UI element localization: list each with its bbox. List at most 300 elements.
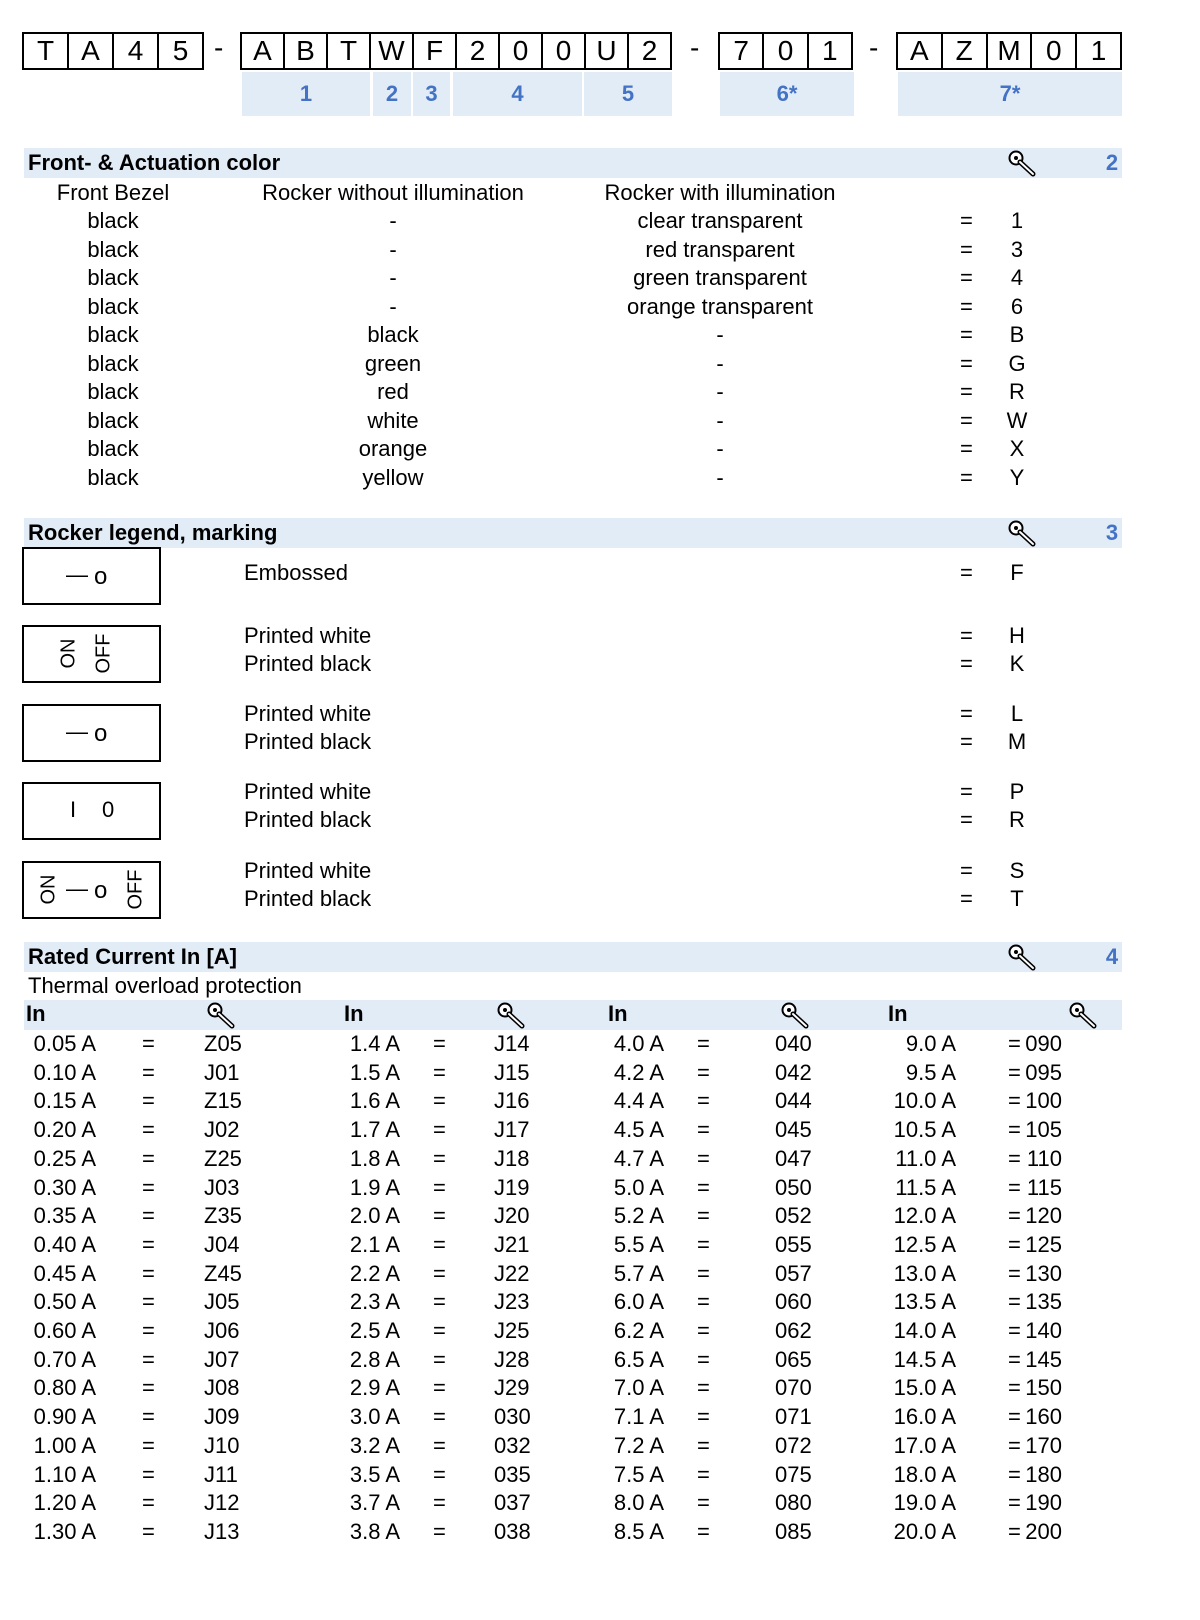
current-code: 095 (1025, 1059, 1062, 1085)
equals-sign: = (433, 1461, 446, 1487)
equals-sign: = (1008, 1231, 1021, 1257)
legend-code: R (1009, 807, 1025, 832)
equals-sign: = (697, 1318, 710, 1343)
current-value: 1.30 A (33, 1518, 96, 1544)
current-value: 4.4 A (613, 1088, 664, 1114)
legend-symbol: ON (57, 638, 80, 669)
current-code: J13 (204, 1518, 240, 1544)
current-value: 6.5 A (613, 1346, 664, 1372)
color-without: - (389, 236, 397, 262)
current-code: 135 (1025, 1289, 1062, 1315)
current-code: Z45 (204, 1260, 242, 1286)
color-code: R (1009, 379, 1025, 404)
current-code: J23 (494, 1289, 530, 1315)
code-char: 7 (720, 34, 764, 68)
equals-sign: = (142, 1203, 155, 1229)
current-code: 190 (1025, 1490, 1062, 1516)
current-value: 0.90 A (33, 1404, 96, 1430)
color-code: B (1009, 322, 1025, 347)
current-code: 150 (1025, 1375, 1062, 1401)
color-without: green (364, 350, 422, 376)
current-code: 030 (494, 1404, 531, 1430)
equals-sign: = (433, 1518, 446, 1544)
current-code: 040 (775, 1031, 812, 1056)
code-group-2 (240, 32, 672, 70)
current-value: 1.4 A (349, 1031, 400, 1056)
color-code: X (1009, 436, 1025, 461)
equals-sign: = (697, 1461, 710, 1487)
equals-sign: = (142, 1031, 155, 1056)
current-code: J18 (494, 1145, 530, 1171)
equals-sign: = (142, 1432, 155, 1458)
current-value: 4.0 A (613, 1031, 664, 1056)
equals-sign: = (1008, 1059, 1021, 1085)
equals-sign: = (960, 560, 973, 585)
equals-sign: = (697, 1432, 710, 1458)
code-char: 5 (172, 35, 189, 66)
current-code: 038 (494, 1518, 531, 1544)
legend-symbol-box (22, 625, 161, 683)
equals-sign: = (960, 436, 973, 461)
equals-sign: = (433, 1088, 446, 1114)
current-value: 2.1 A (349, 1231, 400, 1257)
legend-symbol: 0 (102, 797, 115, 822)
equals-sign: = (1008, 1490, 1021, 1516)
current-code: J02 (204, 1117, 240, 1143)
current-code: 120 (1025, 1203, 1062, 1229)
color-without: white (367, 407, 419, 433)
current-code: 042 (775, 1059, 812, 1085)
current-value: 17.0 A (893, 1432, 956, 1458)
current-value: 8.0 A (613, 1490, 664, 1516)
code-separator: - (214, 32, 224, 63)
code-group-1 (22, 32, 204, 70)
equals-sign: = (433, 1260, 446, 1286)
current-value: 5.0 A (613, 1174, 664, 1200)
color-with: green transparent (633, 265, 807, 290)
equals-sign: = (142, 1260, 155, 1286)
current-code: J17 (494, 1117, 530, 1143)
current-value: 16.0 A (893, 1404, 956, 1430)
current-value: 10.5 A (893, 1117, 956, 1143)
equals-sign: = (697, 1289, 710, 1315)
code-char: B (285, 34, 328, 68)
equals-sign: = (697, 1375, 710, 1401)
code-char: 2 (457, 34, 500, 68)
equals-sign: = (1008, 1518, 1021, 1544)
equals-sign: = (433, 1174, 446, 1200)
color-code: W (1006, 407, 1028, 433)
current-value: 3.5 A (349, 1461, 400, 1487)
legend-symbol: ON (37, 874, 60, 905)
current-value: 0.50 A (33, 1289, 96, 1315)
current-code: J29 (494, 1375, 530, 1401)
code-char: A (242, 34, 285, 68)
equals-sign: = (142, 1088, 155, 1114)
color-code: 4 (1010, 265, 1024, 290)
legend-label: Printed white (244, 858, 372, 883)
legend-symbol: o (94, 563, 108, 590)
legend-label: Printed black (244, 807, 372, 832)
legend-symbol-box (22, 704, 161, 762)
current-value: 9.0 A (905, 1031, 956, 1056)
legend-code: K (1009, 651, 1025, 676)
wrench-icon (780, 1001, 810, 1029)
code-char: 1 (822, 35, 838, 66)
section-number-current: 4 (1105, 944, 1119, 969)
equals-sign: = (960, 407, 973, 433)
current-value: 1.10 A (33, 1461, 96, 1487)
equals-sign: = (142, 1289, 155, 1315)
color-without: black (367, 322, 419, 347)
current-header-band (24, 1000, 1122, 1030)
equals-sign: = (433, 1145, 446, 1171)
equals-sign: = (433, 1432, 446, 1458)
current-value: 0.35 A (33, 1203, 96, 1229)
code-char: 0 (1032, 34, 1077, 68)
section-subtitle-current: Thermal overload protection (28, 973, 302, 998)
equals-sign: = (433, 1031, 446, 1056)
current-value: 7.1 A (613, 1404, 664, 1430)
current-value: 13.5 A (893, 1289, 956, 1315)
legend-code: L (1010, 701, 1024, 726)
legend-label: Printed white (244, 701, 372, 726)
current-value: 2.3 A (349, 1289, 400, 1315)
current-value: 8.5 A (613, 1518, 664, 1544)
equals-sign: = (960, 729, 973, 754)
equals-sign: = (142, 1346, 155, 1372)
equals-sign: = (1008, 1346, 1021, 1372)
key-label-1: 1 (242, 72, 370, 116)
key-label-5: 5 (584, 72, 672, 116)
current-value: 6.2 A (613, 1318, 664, 1343)
equals-sign: = (697, 1145, 710, 1171)
code-char: 4 (114, 34, 159, 68)
legend-code: T (1010, 886, 1024, 911)
legend-symbol: OFF (92, 633, 115, 674)
key-label-2: 2 (373, 72, 411, 116)
equals-sign: = (142, 1231, 155, 1257)
legend-label: Printed white (244, 779, 372, 804)
key-label-7: 7* (898, 72, 1122, 116)
color-bezel: black (87, 436, 139, 461)
section-title-current: Rated Current In [A] (28, 944, 237, 969)
equals-sign: = (433, 1231, 446, 1257)
equals-sign: = (697, 1117, 710, 1143)
legend-code: F (1010, 560, 1024, 585)
current-value: 0.05 A (33, 1031, 96, 1056)
current-value: 12.5 A (893, 1231, 956, 1257)
color-without: red (377, 379, 409, 404)
color-with: - (716, 379, 724, 404)
color-with: orange transparent (627, 293, 813, 319)
current-value: 13.0 A (893, 1260, 956, 1286)
code-char: 2 (641, 35, 658, 66)
equals-sign: = (697, 1203, 710, 1229)
current-value: 4.7 A (613, 1145, 664, 1171)
color-with: - (716, 436, 724, 461)
wrench-icon (1007, 943, 1037, 971)
equals-sign: = (142, 1518, 155, 1544)
current-code: J09 (204, 1404, 240, 1430)
legend-symbol: I (70, 797, 77, 822)
equals-sign: = (960, 350, 973, 376)
code-group-4 (896, 32, 1122, 70)
current-value: 19.0 A (893, 1490, 956, 1516)
color-with: - (716, 464, 724, 490)
current-code: 140 (1025, 1318, 1062, 1343)
equals-sign: = (960, 293, 973, 319)
equals-sign: = (697, 1059, 710, 1085)
equals-sign: = (142, 1404, 155, 1430)
current-code: J25 (494, 1318, 530, 1343)
code-char: 0 (764, 34, 808, 68)
current-code: 052 (775, 1203, 812, 1229)
equals-sign: = (142, 1375, 155, 1401)
equals-sign: = (697, 1260, 710, 1286)
equals-sign: = (960, 265, 973, 290)
current-value: 11.5 A (895, 1174, 956, 1200)
code-char: T (24, 34, 69, 68)
current-code: 145 (1025, 1346, 1062, 1372)
legend-code: H (1009, 623, 1025, 648)
current-code: 032 (494, 1432, 531, 1458)
current-value: 7.2 A (613, 1432, 664, 1458)
current-code: 170 (1025, 1432, 1062, 1458)
color-bezel: black (87, 322, 139, 347)
code-char: T (328, 34, 371, 68)
equals-sign: = (697, 1518, 710, 1544)
current-code: 057 (775, 1260, 812, 1286)
current-value: 1.00 A (33, 1432, 96, 1458)
current-value: 9.5 A (905, 1059, 956, 1085)
current-code: 180 (1025, 1461, 1062, 1487)
current-value: 3.7 A (349, 1490, 400, 1516)
current-value: 0.20 A (33, 1117, 96, 1143)
wrench-icon (206, 1001, 236, 1029)
current-value: 14.5 A (893, 1346, 956, 1372)
section-number-color: 2 (1105, 150, 1119, 175)
current-value: 1.5 A (349, 1059, 400, 1085)
col-header-without: Rocker without illumination (262, 180, 524, 205)
current-value: 0.80 A (33, 1375, 96, 1401)
equals-sign: = (142, 1117, 155, 1143)
current-value: 20.0 A (893, 1518, 956, 1544)
current-code: 085 (775, 1518, 812, 1544)
legend-label: Printed white (244, 623, 372, 648)
color-with: clear transparent (637, 208, 803, 233)
current-code: 075 (775, 1461, 812, 1487)
equals-sign: = (960, 464, 973, 490)
code-separator: - (690, 32, 700, 63)
section-title-color: Front- & Actuation color (28, 150, 281, 175)
current-value: 0.30 A (33, 1174, 96, 1200)
current-value: 2.5 A (349, 1318, 400, 1343)
equals-sign: = (697, 1174, 710, 1200)
equals-sign: = (1008, 1203, 1021, 1229)
code-char: U (586, 34, 629, 68)
current-value: 2.9 A (349, 1375, 400, 1401)
current-value: 5.2 A (613, 1203, 664, 1229)
current-code: 044 (775, 1088, 812, 1114)
current-code: J01 (204, 1059, 240, 1085)
current-code: J08 (204, 1375, 240, 1401)
current-code: J06 (204, 1318, 240, 1343)
current-value: 0.15 A (33, 1088, 96, 1114)
current-code: J07 (204, 1346, 240, 1372)
key-label-6: 6* (720, 72, 854, 116)
equals-sign: = (433, 1203, 446, 1229)
code-char: W (371, 34, 414, 68)
equals-sign: = (697, 1490, 710, 1516)
current-code: J10 (204, 1432, 240, 1458)
color-without: orange (358, 436, 428, 461)
current-code: 105 (1025, 1117, 1062, 1143)
current-code: J21 (494, 1231, 530, 1257)
key-label-3: 3 (413, 72, 450, 116)
current-code: J20 (494, 1203, 530, 1229)
key-label-4: 4 (453, 72, 582, 116)
equals-sign: = (142, 1318, 155, 1343)
current-value: 1.7 A (349, 1117, 400, 1143)
current-code: 080 (775, 1490, 812, 1516)
color-without: - (389, 265, 397, 290)
color-bezel: black (87, 265, 139, 290)
equals-sign: = (960, 379, 973, 404)
current-code: J22 (494, 1260, 530, 1286)
current-value: 3.2 A (349, 1432, 400, 1458)
legend-label: Printed black (244, 886, 372, 911)
current-value: 1.9 A (349, 1174, 400, 1200)
current-value: 7.0 A (613, 1375, 664, 1401)
equals-sign: = (1008, 1117, 1021, 1143)
col-header-with: Rocker with illumination (604, 180, 836, 205)
color-code: 6 (1010, 293, 1024, 319)
current-value: 3.8 A (349, 1518, 400, 1544)
wrench-icon (496, 1001, 526, 1029)
current-value: 3.0 A (349, 1404, 400, 1430)
current-value: 10.0 A (893, 1088, 956, 1114)
legend-code: S (1009, 858, 1025, 883)
legend-symbol-box (22, 861, 161, 919)
current-value: 7.5 A (613, 1461, 664, 1487)
equals-sign: = (433, 1117, 446, 1143)
equals-sign: = (433, 1318, 446, 1343)
legend-symbol-box (22, 782, 161, 840)
current-value: 0.45 A (33, 1260, 96, 1286)
wrench-icon (1007, 149, 1037, 177)
current-code: 070 (775, 1375, 812, 1401)
equals-sign: = (1008, 1375, 1021, 1401)
current-value: 6.0 A (613, 1289, 664, 1315)
equals-sign: = (1008, 1145, 1021, 1171)
current-code: J03 (204, 1174, 240, 1200)
equals-sign: = (142, 1059, 155, 1085)
equals-sign: = (960, 701, 973, 726)
current-value: 0.40 A (33, 1231, 96, 1257)
color-code: 1 (1010, 208, 1024, 233)
color-code: G (1008, 350, 1026, 376)
current-code: 160 (1025, 1404, 1062, 1430)
legend-symbol: — (66, 876, 88, 901)
color-bezel: black (87, 350, 139, 376)
current-value: 1.20 A (33, 1490, 96, 1516)
code-char: 1 (1090, 35, 1107, 66)
current-value: 2.8 A (349, 1346, 400, 1372)
legend-symbol: OFF (124, 869, 147, 910)
legend-label: Embossed (244, 560, 348, 585)
equals-sign: = (433, 1346, 446, 1372)
current-code: 035 (494, 1461, 531, 1487)
current-code: Z05 (204, 1031, 242, 1056)
current-value: 0.70 A (33, 1346, 96, 1372)
equals-sign: = (960, 779, 973, 804)
legend-symbol: — (66, 719, 88, 744)
color-code: Y (1009, 464, 1025, 490)
current-code: 047 (775, 1145, 812, 1171)
current-code: J14 (494, 1031, 530, 1056)
wrench-icon (1007, 519, 1037, 547)
equals-sign: = (697, 1031, 710, 1056)
legend-symbol-box (22, 547, 161, 605)
current-code: 037 (494, 1490, 531, 1516)
current-value: 4.2 A (613, 1059, 664, 1085)
code-separator: - (869, 32, 879, 63)
equals-sign: = (142, 1145, 155, 1171)
current-col-header: In (888, 1001, 908, 1026)
current-code: 125 (1025, 1231, 1062, 1257)
equals-sign: = (1008, 1289, 1021, 1315)
equals-sign: = (1008, 1174, 1021, 1200)
current-value: 2.0 A (349, 1203, 400, 1229)
code-char: A (69, 34, 114, 68)
current-value: 5.7 A (613, 1260, 664, 1286)
current-value: 1.8 A (349, 1145, 400, 1171)
equals-sign: = (433, 1375, 446, 1401)
legend-code: P (1009, 779, 1025, 804)
color-bezel: black (87, 407, 139, 433)
current-code: J05 (204, 1289, 240, 1315)
equals-sign: = (1008, 1318, 1021, 1343)
equals-sign: = (960, 886, 973, 911)
equals-sign: = (142, 1174, 155, 1200)
current-code: Z35 (204, 1203, 242, 1229)
equals-sign: = (960, 623, 973, 648)
color-without: - (389, 208, 397, 233)
color-with: - (716, 322, 724, 347)
current-code: J28 (494, 1346, 530, 1372)
color-without: yellow (362, 464, 424, 490)
code-char: 0 (543, 34, 586, 68)
color-without: - (389, 293, 397, 319)
current-value: 5.5 A (613, 1231, 664, 1257)
current-code: Z15 (204, 1088, 242, 1114)
color-with: red transparent (645, 236, 795, 262)
code-char: F (414, 34, 457, 68)
color-bezel: black (87, 379, 139, 404)
equals-sign: = (1008, 1432, 1021, 1458)
current-code: 090 (1025, 1031, 1062, 1056)
current-code: 065 (775, 1346, 812, 1372)
current-value: 0.10 A (33, 1059, 96, 1085)
equals-sign: = (697, 1404, 710, 1430)
current-col-header: In (26, 1001, 46, 1026)
color-with: - (716, 407, 724, 433)
equals-sign: = (960, 322, 973, 347)
current-col-header: In (344, 1001, 364, 1026)
color-bezel: black (87, 293, 139, 319)
equals-sign: = (1008, 1461, 1021, 1487)
